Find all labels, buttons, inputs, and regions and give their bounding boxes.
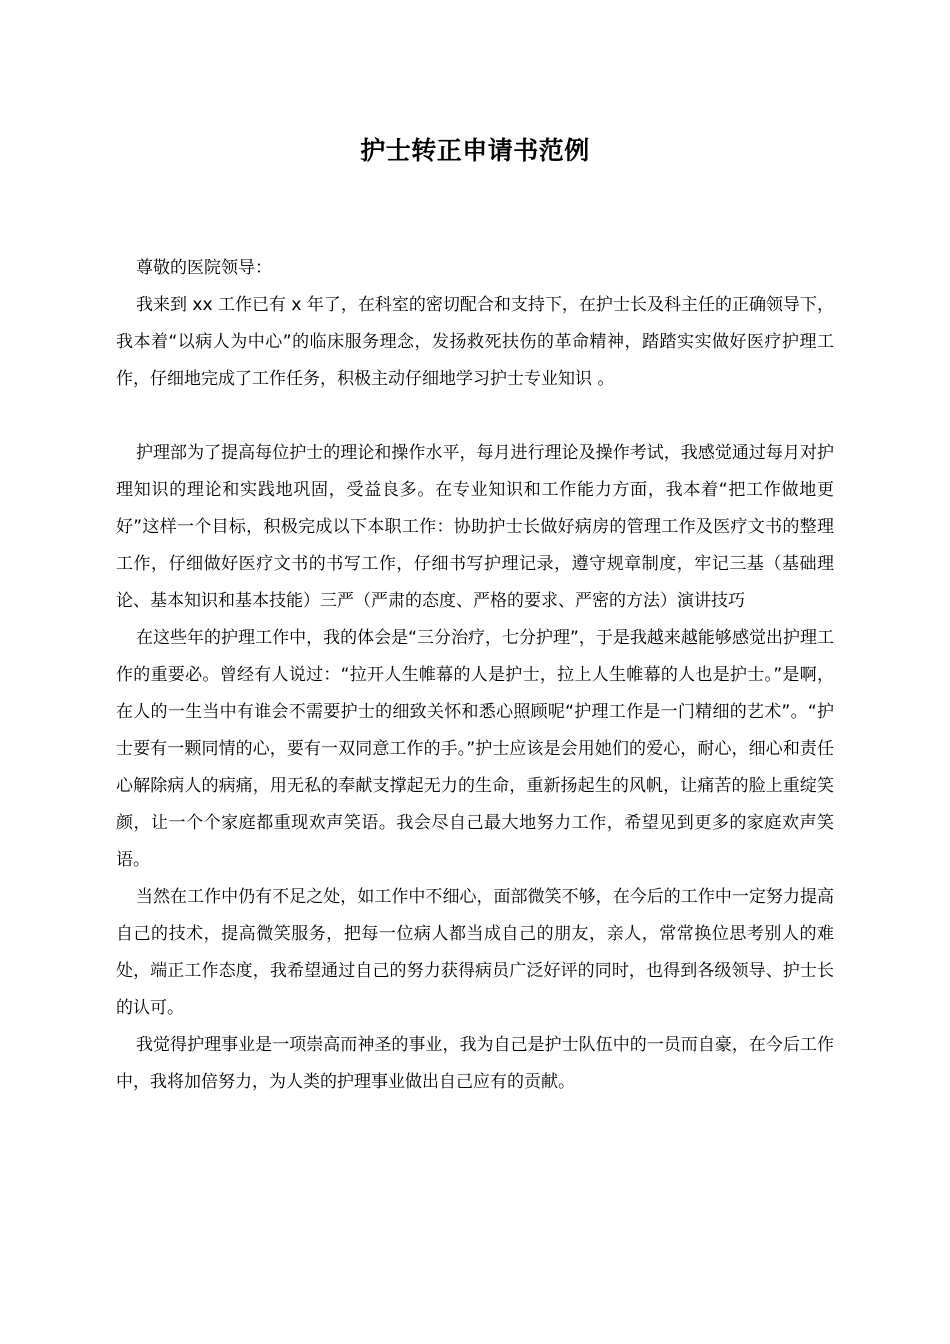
paragraph-1: 我来到 xx 工作已有 x 年了，在科室的密切配合和支持下，在护士长及科主任的正确领导下，我本着“以病人为中心”的临床服务理念，发扬救死扶伤的革命精神，踏踏实实做好医疗护理工作，仔细地完成了工作任务，积极主动仔细地学习护士专业知识 。	[116, 295, 834, 389]
document-title: 护士转正申请书范例	[360, 136, 590, 165]
document-body	[116, 250, 834, 1101]
paragraph-4: 当然在工作中仍有不足之处，如工作中不细心，面部微笑不够，在今后的工作中一定努力提高自己的技术，提高微笑服务，把每一位病人都当成自己的朋友，亲人，常常换位思考别人的难处，端正工作态度，我希望通过自己的努力获得病员广泛好评的同时，也得到各级领导、护士长的认可。	[116, 887, 834, 1018]
salutation: 尊敬的医院领导：	[136, 258, 272, 278]
paragraph-5: 我觉得护理事业是一项崇高而神圣的事业，我为自己是护士队伍中的一员而自豪，在今后工作中，我将加倍努力，为人类的护理事业做出自己应有的贡献。	[116, 1035, 834, 1092]
paragraph-3: 在这些年的护理工作中，我的体会是“三分治疗，七分护理”，于是我越来越能够感觉出护理工作的重要必。曾经有人说过：“拉开人生帷幕的人是护士，拉上人生帷幕的人也是护士。”是啊，在人的一生当中有谁会不需要护士的细致关怀和悉心照顾呢“护理工作是一门精细的艺术”。“护士要有一颗同情的心，要有一双同意工作的手。”护士应该是会用她们的爱心，耐心，细心和责任心解除病人的病痛，用无私的奉献支撑起无力的生命，重新扬起生的风帆，让痛苦的脸上重绽笑颜，让一个个家庭都重现欢声笑语。我会尽自己最大地努力工作，希望见到更多的家庭欢声笑语。	[116, 628, 834, 870]
paragraph-spacer	[116, 398, 834, 435]
paragraph-2: 护理部为了提高每位护士的理论和操作水平，每月进行理论及操作考试，我感觉通过每月对护理知识的理论和实践地巩固，受益良多。在专业知识和工作能力方面，我本着“把工作做地更好”这样一个目标，积极完成以下本职工作：协助护士长做好病房的管理工作及医疗文书的整理工作，仔细做好医疗文书的书写工作，仔细书写护理记录，遵守规章制度，牢记三基（基础理论、基本知识和基本技能）三严（严肃的态度、严格的要求、严密的方法）演讲技巧	[116, 443, 834, 611]
